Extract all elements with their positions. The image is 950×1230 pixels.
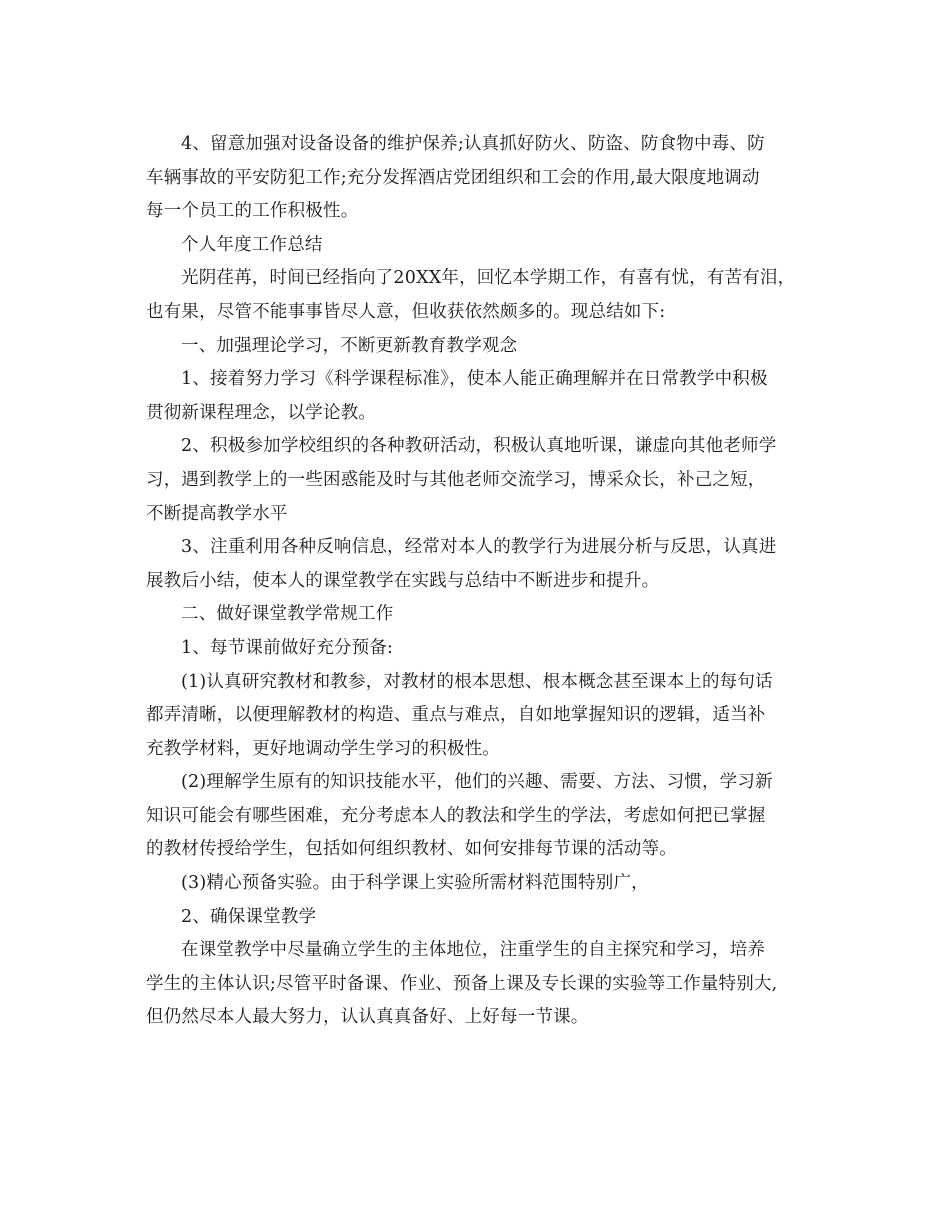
text-line: 2、确保课堂教学 bbox=[181, 906, 317, 927]
text-line: 都弄清晰，以便理解教材的构造、重点与难点，自如地掌握知识的逻辑，适当补 bbox=[146, 705, 766, 726]
text-line: 每一个员工的工作积极性。 bbox=[146, 201, 359, 222]
text-line: (2)理解学生原有的知识技能水平，他们的兴趣、需要、方法、习惯，学习新 bbox=[181, 772, 773, 793]
text-line: 习，遇到教学上的一些困惑能及时与其他老师交流学习，博采众长，补己之短， bbox=[146, 469, 766, 490]
text-line: 个人年度工作总结 bbox=[181, 234, 323, 255]
text-line: 3、注重利用各种反响信息，经常对本人的教学行为进展分析与反思，认真进 bbox=[181, 537, 777, 558]
text-line: 的教材传授给学生，包括如何组织教材、如何安排每节课的活动等。 bbox=[146, 839, 677, 860]
document-body bbox=[146, 128, 826, 1035]
text-line: (1)认真研究教材和教参，对教材的根本思想、根本概念甚至课本上的每句话 bbox=[181, 671, 773, 692]
text-line: 车辆事故的平安防犯工作;充分发挥酒店党团组织和工会的作用,最大限度地调动 bbox=[146, 167, 760, 188]
text-line: 1、每节课前做好充分预备: bbox=[181, 637, 394, 658]
text-line: 光阴荏苒，时间已经指向了20XX年，回忆本学期工作，有喜有忧，有苦有泪， bbox=[181, 268, 796, 289]
text-line: 展教后小结，使本人的课堂教学在实践与总结中不断进步和提升。 bbox=[146, 570, 660, 591]
text-line: 1、接着努力学习《科学课程标准》，使本人能正确理解并在日常教学中积极 bbox=[181, 369, 768, 390]
text-line: 学生的主体认识;尽管平时备课、作业、预备上课及专长课的实验等工作量特别大, bbox=[146, 973, 778, 994]
text-line: 在课堂教学中尽量确立学生的主体地位，注重学生的自主探究和学习，培养 bbox=[181, 940, 766, 961]
text-line: (3)精心预备实验。由于科学课上实验所需材料范围特别广， bbox=[181, 873, 649, 894]
text-line: 也有果，尽管不能事事皆尽人意，但收获依然颇多的。现总结如下: bbox=[146, 301, 666, 322]
text-line: 二、做好课堂教学常规工作 bbox=[181, 604, 394, 625]
text-line: 充教学材料，更好地调动学生学习的积极性。 bbox=[146, 738, 500, 759]
text-line: 一、加强理论学习，不断更新教育教学观念 bbox=[181, 335, 518, 356]
text-line: 4、留意加强对设备设备的维护保养;认真抓好防火、防盗、防食物中毒、防 bbox=[181, 134, 765, 154]
text-line: 贯彻新课程理念，以学论教。 bbox=[146, 402, 377, 423]
text-line: 不断提高教学水平 bbox=[146, 503, 288, 524]
text-line: 知识可能会有哪些困难，充分考虑本人的教法和学生的学法，考虑如何把已掌握 bbox=[146, 805, 766, 826]
text-line: 但仍然尽本人最大努力，认认真真备好、上好每一节课。 bbox=[146, 1007, 589, 1028]
text-line: 2、积极参加学校组织的各种教研活动，积极认真地听课，谦虚向其他老师学 bbox=[181, 436, 777, 457]
